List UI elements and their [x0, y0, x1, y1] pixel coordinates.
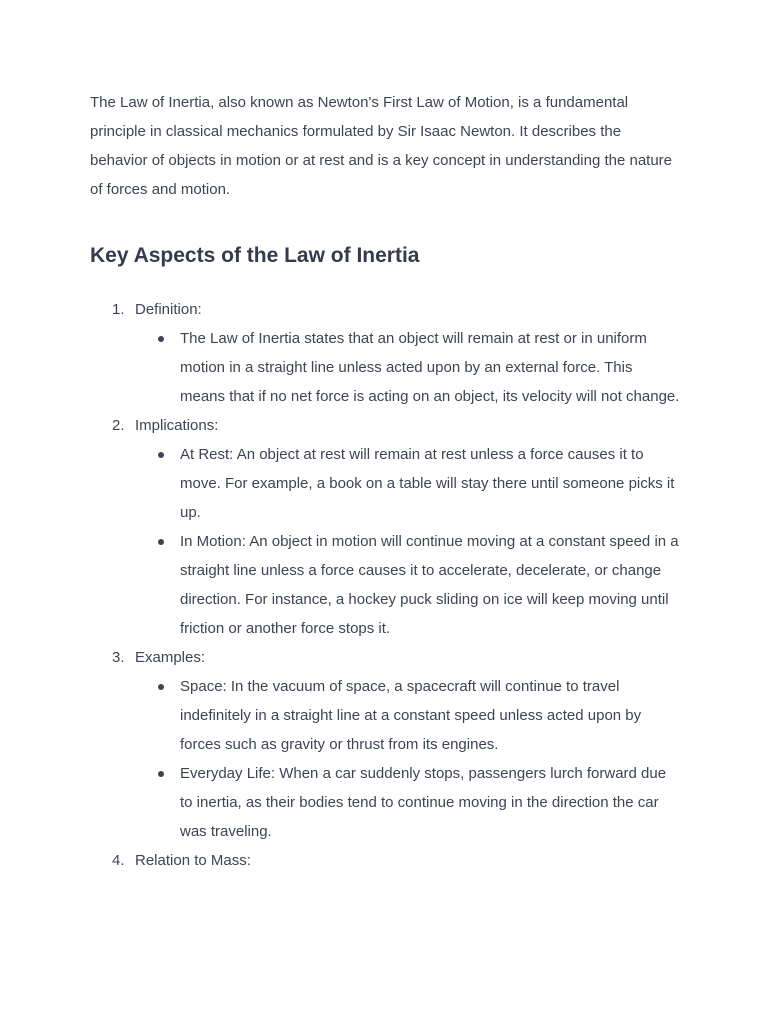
- sub-list: [135, 672, 680, 846]
- sub-list-item-text: At Rest: An object at rest will remain at rest unless a force causes it to move. For example, a book on a table will stay there until someone picks it up.: [180, 446, 675, 521]
- sub-list-item: [135, 527, 680, 643]
- sub-list-item-text: The Law of Inertia states that an object will remain at rest or in uniform motion in a straight line unless acted upon by an external force. This means that if no net force is acting on an object, its velocity will not change.: [180, 330, 680, 405]
- intro-paragraph: The Law of Inertia, also known as Newton's First Law of Motion, is a fundamental principle in classical mechanics formulated by Sir Isaac Newton. It describes the behavior of objects in motion or at rest and is a key concept in understanding the nature of forces and motion.: [90, 94, 673, 198]
- list-item-title: Relation to Mass:: [135, 852, 251, 869]
- bullet-icon: [158, 539, 164, 545]
- list-number: 3.: [112, 649, 125, 666]
- sub-list-item-text: In Motion: An object in motion will continue moving at a constant speed in a straight line unless a force causes it to accelerate, decelerate, or change direction. For instance, a hockey puck sliding on ice will keep moving until friction or another force stops it.: [180, 533, 679, 637]
- section-heading: Key Aspects of the Law of Inertia: [90, 244, 420, 267]
- sub-list-item: [135, 440, 680, 527]
- list-number: 1.: [112, 301, 125, 318]
- list-item-title: Examples:: [135, 649, 206, 666]
- sub-list-item: [135, 672, 680, 759]
- sub-list-item-text: Space: In the vacuum of space, a spacecraft will continue to travel indefinitely in a straight line at a constant speed unless acted upon by forces such as gravity or thrust from its engines.: [180, 678, 642, 753]
- list-number: 2.: [112, 417, 125, 434]
- bullet-icon: [158, 452, 164, 458]
- bullet-icon: [158, 336, 164, 342]
- list-item-title: Implications:: [135, 417, 219, 434]
- sub-list-item: [135, 324, 680, 411]
- sub-list-item: [135, 759, 680, 846]
- list-item-relation-to-mass: [90, 846, 680, 875]
- list-item-implications: [90, 411, 680, 643]
- bullet-icon: [158, 684, 164, 690]
- sub-list: [135, 440, 680, 643]
- bullet-icon: [158, 771, 164, 777]
- key-aspects-list: [90, 295, 680, 875]
- list-item-examples: [90, 643, 680, 846]
- sub-list-item-text: Everyday Life: When a car suddenly stops, passengers lurch forward due to inertia, as their bodies tend to continue moving in the direction the car was traveling.: [180, 765, 667, 840]
- sub-list: [135, 324, 680, 411]
- list-item-title: Definition:: [135, 301, 202, 318]
- list-number: 4.: [112, 852, 125, 869]
- list-item-definition: [90, 295, 680, 411]
